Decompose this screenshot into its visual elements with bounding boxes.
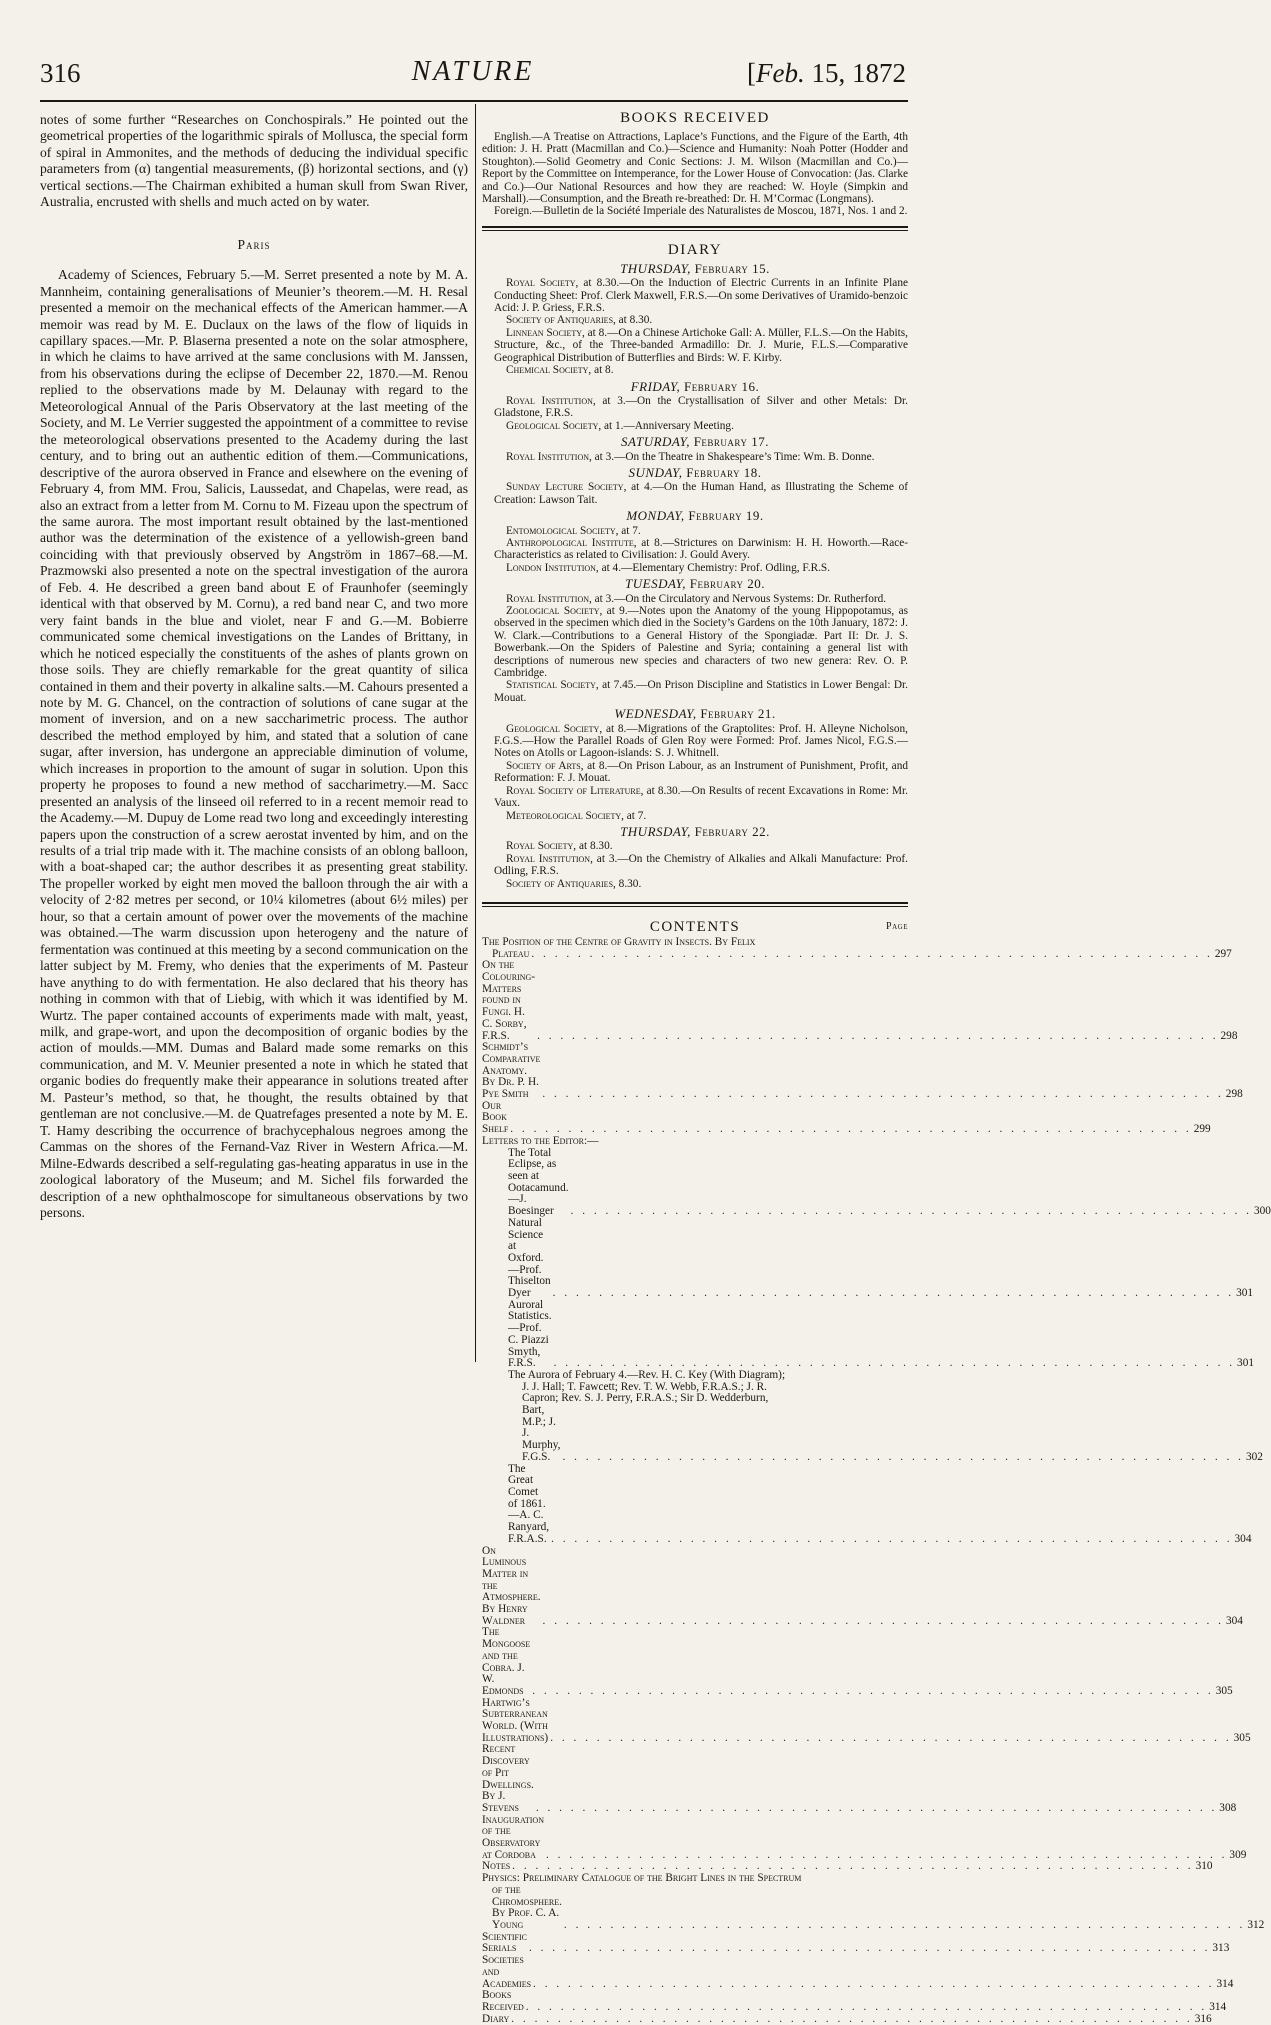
diary-day-heading	[482, 578, 908, 590]
contents-item-title: Books Received	[482, 1989, 524, 2013]
diary-entry	[482, 451, 908, 463]
intro-paragraph: notes of some further “Researches on Conchospirals.” He pointed out the geometrical properties of the logarithmic spirals of Mollusca, the special form of spiral in Ammonites, and the methods of deducing the individual specific parameters from (α) tangential measurements, (β) horizontal sections, and (γ) vertical sections.—The Chairman exhibited a human skull from Swan River, Australia, encrusted with shells and much acted on by water.	[40, 112, 468, 210]
contents-item-title: Plateau	[492, 947, 530, 960]
contents-item-title: Scientific Serials	[482, 1930, 527, 1955]
header-rule	[40, 100, 908, 102]
contents-item-page: 308	[1219, 1801, 1237, 1814]
diary-society: Royal Institution,	[506, 592, 592, 605]
contents-leader-dots: . . . . . . . . . . . . . . . . . . . . . . . . . . . . . . . . . . . . . . . . . . . . . . . . . . . . . . . . . . .	[525, 2000, 1208, 2013]
diary-entry	[482, 593, 908, 605]
contents-item-page: 312	[1247, 1919, 1265, 1931]
diary-entry	[482, 537, 908, 562]
contents-leader-dots: . . . . . . . . . . . . . . . . . . . . . . . . . . . . . . . . . . . . . . . . . . . . . . . . . . . . . . . . . . .	[537, 1029, 1219, 1042]
issue-date: [Feb. 15, 1872	[747, 58, 906, 88]
diary-day-date: February 15.	[694, 260, 770, 276]
diary-society: Statistical Society,	[506, 679, 599, 692]
contents-leader-dots: . . . . . . . . . . . . . . . . . . . . . . . . . . . . . . . . . . . . . . . . . . . . . . . . . . . . . . . . . . .	[550, 1731, 1232, 1744]
diary-entry-text: at 8.—Migrations of the Graptolites: Prof. H. Alleyne Nicholson, F.G.S.—How the Parallel Roads of Glen Roy were Formed: Prof. James Nicol, F.G.S.—Notes on Atolls or Lagoon-islands: S. J. Whitnell.	[494, 722, 908, 760]
contents-item	[482, 947, 1232, 961]
diary-entry	[482, 760, 908, 785]
contents-item-title: Recent Discovery of Pit Dwellings. By J. Stevens	[482, 1743, 534, 1814]
books-rule-thin	[482, 230, 908, 231]
contents-item	[482, 1989, 1227, 2013]
contents-heading-row	[482, 919, 908, 937]
diary-society: Chemical Society,	[506, 364, 592, 377]
diary-day-heading	[482, 464, 908, 480]
diary-entry-text: at 8.	[591, 364, 614, 377]
diary-society: Zoological Society,	[506, 605, 603, 617]
books-received-heading: BOOKS RECEIVED	[620, 110, 770, 126]
contents-leader-dots: . . . . . . . . . . . . . . . . . . . . . . . . . . . . . . . . . . . . . . . . . . . . . . . . . . . . . . . . . . .	[535, 1801, 1218, 1814]
diary-entry	[482, 810, 908, 822]
diary-society: Meteorological Society,	[506, 809, 624, 822]
diary-entry	[482, 840, 908, 852]
diary-entry-text: at 7.	[618, 524, 641, 537]
contents-item-line: The Aurora of February 4.—Rev. H. C. Key (With Diagram);	[508, 1368, 786, 1381]
diary-entry	[482, 481, 908, 506]
diary-day-name: THURSDAY,	[620, 823, 691, 839]
diary-society: Anthropological Institute,	[506, 536, 637, 549]
diary-society: Geological Society,	[506, 722, 603, 735]
diary-entry	[482, 420, 908, 432]
diary-entry	[482, 327, 908, 364]
diary-day-name: WEDNESDAY,	[614, 706, 697, 722]
diary-entry	[482, 562, 908, 574]
contents-item	[482, 1136, 908, 1148]
diary-rule-thin	[482, 906, 908, 907]
diary-day-heading	[482, 510, 908, 522]
diary-entry	[482, 785, 908, 810]
diary-day-name: SATURDAY,	[621, 434, 690, 450]
diary-day-date: February 20.	[689, 576, 765, 592]
books-rule-thick	[482, 226, 908, 228]
diary-entry-text: at 7.45.—On Prison Discipline and Statistics in Lower Bengal: Dr. Mouat.	[494, 679, 908, 704]
issue-date-month: Feb.	[756, 58, 805, 88]
diary-day-heading	[482, 260, 908, 276]
diary-entry	[482, 364, 908, 376]
diary-society: Royal Society,	[506, 277, 579, 290]
contents-item-title: Natural Science at Oxford.—Prof. Thiselton Dyer	[508, 1216, 551, 1300]
contents-item-page: 301	[1236, 1287, 1254, 1300]
diary-society: Royal Institution,	[506, 852, 593, 865]
diary-day-date: February 17.	[693, 434, 769, 450]
diary-society: Geological Society,	[506, 419, 602, 432]
contents-list	[482, 935, 1271, 2025]
contents-leader-dots: . . . . . . . . . . . . . . . . . . . . . . . . . . . . . . . . . . . . . . . . . . . . . . . . . . . . . . . . . . .	[542, 1088, 1224, 1101]
contents-item	[482, 1813, 1247, 1862]
contents-item-title: Bart, M.P.; J. J. Murphy, F.G.S.	[522, 1404, 561, 1463]
contents-item-title: Diary	[482, 2012, 510, 2025]
contents-page-label: Page	[886, 920, 908, 932]
diary-day-date: February 16.	[684, 378, 760, 394]
contents-item-page: 314	[1209, 2000, 1227, 2013]
contents-leader-dots: . . . . . . . . . . . . . . . . . . . . . . . . . . . . . . . . . . . . . . . . . . . . . . . . . . . . . . . . . . .	[553, 1357, 1236, 1370]
contents-item-title: The Mongoose and the Cobra. J. W. Edmonds	[482, 1626, 531, 1697]
contents-heading: CONTENTS	[649, 918, 741, 935]
diary-day-name: MONDAY,	[626, 508, 685, 524]
diary-entry-text: at 8.30.—On Results of recent Excavations in Rome: Mr. Vaux.	[494, 784, 908, 810]
diary-society: Royal Institution,	[506, 394, 596, 407]
contents-item	[482, 1696, 1251, 1745]
contents-item-title: Inauguration of the Observatory at Cordoba	[482, 1813, 544, 1861]
diary-entry-text: at 4.—Elementary Chemistry: Prof. Odling, F.R.S.	[598, 561, 831, 574]
diary-entry	[482, 605, 908, 679]
diary-entry-text: at 8.30.	[576, 840, 613, 853]
contents-item-page: 298	[1225, 1088, 1243, 1101]
books-foreign: Foreign.—Bulletin de la Société Imperiale des Naturalistes de Moscou, 1871, Nos. 1 and 2.	[494, 205, 908, 218]
diary-entry-text: at 8.—On Prison Labour, as an Instrument of Punishment, Profit, and Reformation: F. J. Mouat.	[494, 759, 908, 785]
diary-entry-text: 8.30.	[615, 877, 642, 890]
contents-item-page: 310	[1195, 1860, 1213, 1873]
diary-entry	[482, 395, 908, 420]
diary-rule-thick	[482, 902, 908, 904]
diary-entry	[482, 277, 908, 314]
contents-leader-dots: . . . . . . . . . . . . . . . . . . . . . . . . . . . . . . . . . . . . . . . . . . . . . . . . . . . . . . . . . . .	[563, 1919, 1246, 1931]
contents-item	[482, 1404, 1263, 1464]
contents-item	[482, 1146, 1271, 1218]
diary-entry-text: at 3.—On the Chemistry of Alkalies and Alkali Manufacture: Prof. Odling, F.R.S.	[494, 852, 908, 878]
diary-day-date: February 22.	[694, 823, 770, 839]
diary-entry	[482, 525, 908, 537]
contents-leader-dots: . . . . . . . . . . . . . . . . . . . . . . . . . . . . . . . . . . . . . . . . . . . . . . . . . . . . . . . . . . .	[512, 1860, 1194, 1873]
contents-item-line: Physics: Preliminary Catalogue of the Bright Lines in the Spectrum	[482, 1872, 802, 1885]
books-english: English.—A Treatise on Attractions, Laplace’s Functions, and the Figure of the Earth, 4th edition: J. H. Pratt (Macmillan and Co.)—Science and Humanity: Noah Potter (Hodder and Stoughton).—Solid Geometry and Conic Sections: J. M. Wilson (Macmillan and Co.)—Report by the Committee on Intemperance, for the Lower House of Convocation: (Jas. Clarke and Co.)—Our National Resources and how they are reached: W. Hoyle (Simpkin and Marshall).—Consumption, and the Breath re-breathed: Dr. H. M’Cormac (Longmans).	[482, 131, 908, 206]
contents-item	[482, 1041, 1243, 1101]
contents-item-page: 302	[1245, 1450, 1263, 1463]
diary-list	[482, 260, 909, 890]
diary-day-name: THURSDAY,	[620, 260, 691, 276]
diary-day-name: TUESDAY,	[625, 576, 686, 592]
contents-item-page: 314	[1216, 1977, 1234, 1990]
academy-of-sciences-paragraph: Academy of Sciences, February 5.—M. Serret presented a note by M. A. Mannheim, containing generalisations of Meunier’s theorem.—M. H. Resal presented a memoir on the mechanical effects of the American hammer.—A memoir was read by M. E. Duclaux on the laws of the flow of liquids in capillary spaces.—Mr. P. Blaserna presented a note on the solar atmosphere, in which he claims to have arrived at the same conclusions with M. Janssen, from his observations during the eclipse of December 22, 1870.—M. Renou replied to the observations made by M. Delaunay with regard to the Meteorological Annual of the Paris Observatory at the last meeting of the Society, and M. Le Verrier suggested the appointment of a committee to revise the meteorological observations presented to the Academy during the last century, and to bring out an authentic edition of them.—Communications, descriptive of the aurora observed in France and elsewhere on the evening of February 4, from MM. Frou, Salicis, Laussedat, and Chapelas, were read, as also an extract from a letter from M. Cornu to M. Fizeau upon the spectrum of the same aurora. The most important result obtained by the last-mentioned author was the determination of the existence of a yellowish-green band coinciding with that previously observed by Angström in 1867–68.—M. Prazmowski also presented a note on the spectral investigation of the aurora of Feb. 4. He described a green band about E of Fraunhofer (seemingly identical with that observed by M. Cornu), a red band near C, and two more very faint bands in the blue and violet, near F and G.—M. Bobierre communicated some chemical investigations on the Landes of Brittany, in which he noticed especially the constituents of the ashes of plants grown on those soils. They are chiefly remarkable for the great quantity of silica contained in them and their poverty in alkaline salts.—M. Cahours presented a note by M. G. Chancel, on the contraction of solutions of cane sugar at the moment of inversion, and on a new saccharimetric process. The author described the method employed by him, and stated that a solution of cane sugar, after inversion, has undergone an appreciable diminution of volume, which increases in proportion to the amount of sugar in solution. Upon this property he proposes to found a new method of saccharimetry.—M. Sacc presented an analysis of the linseed oil referred to in a recent memoir read to the Academy.—M. Dupuy de Lome read two long and exceedingly interesting papers upon the construction of a screw aerostat invented by him, and on the results of a trial trip made with it. The machine consists of an oblong balloon, with a boat-shaped car; the author describes it as presenting great stability. The propeller worked by eight men moved the balloon through the air with a velocity of 2·82 metres per second, or 10¼ kilometres (about 6½ miles) per hour, so that a certain amount of power over the movements of the machine was obtained.—The warm discussion upon heterogeny and the nature of fermentation was continued at this meeting by a second communication on the latter subject by M. Fremy, who denies that the experiments of M. Pasteur have anything to do with fermentation. He also declared that his theory has nothing in common with that of Liebig, with which it was identified by M. Wurtz. The paper contained accounts of experiments made with malt, yeast, milk, and grape-wort, and upon the decomposition of organic bodies by the action of moulds.—MM. Dumas and Balard made some remarks on this communication, and M. V. Meunier presented a note in which he stated that organic bodies do frequently make their appearance in solutions treated after M. Pasteur’s method, so that, he thought, the results obtained by that gentleman are not conclusive.—M. de Quatrefages presented a note by M. E. T. Hamy describing the occurrence of brachycephalous negroes among the Cammas on the shores of the Fernand-Vaz River in Western Africa.—M. Milne-Edwards described a self-regulating gas-heating apparatus in use in the zoological laboratory of the Museum; and M. Sichel fils forwarded the description of a new ophthalmoscope for simultaneous observations by two persons.	[40, 267, 468, 1220]
diary-day-heading	[482, 436, 908, 448]
contents-item-page: 305	[1215, 1684, 1233, 1697]
contents-leader-dots: . . . . . . . . . . . . . . . . . . . . . . . . . . . . . . . . . . . . . . . . . . . . . . . . . . . . . . . . . . .	[510, 1123, 1192, 1136]
contents-item	[482, 1298, 1254, 1370]
diary-society: Society of Antiquaries,	[506, 314, 616, 327]
contents-leader-dots: . . . . . . . . . . . . . . . . . . . . . . . . . . . . . . . . . . . . . . . . . . . . . . . . . . . . . . . . . . .	[531, 947, 1213, 960]
contents-item-page: 304	[1225, 1614, 1243, 1627]
contents-item-title: Schmidt’s Comparative Anatomy. By Dr. P. H. Pye Smith	[482, 1041, 541, 1101]
contents-item-title: Hartwig’s Subterranean World. (With Illustrations)	[482, 1696, 549, 1744]
contents-item-title: Letters to the Editor:—	[482, 1134, 599, 1147]
contents-item	[482, 1544, 1243, 1628]
diary-heading: DIARY	[667, 241, 723, 258]
diary-day-heading	[482, 708, 908, 720]
books-received-list	[482, 131, 908, 218]
diary-entry	[482, 314, 908, 326]
contents-item-line: The Position of the Centre of Gravity in Insects. By Felix	[482, 935, 756, 948]
contents-leader-dots: . . . . . . . . . . . . . . . . . . . . . . . . . . . . . . . . . . . . . . . . . . . . . . . . . . . . . . . . . . .	[511, 2012, 1193, 2025]
contents-item	[482, 1930, 1230, 1955]
diary-day-name: SUNDAY,	[628, 464, 683, 480]
page-number: 316	[40, 58, 81, 88]
diary-day-heading	[482, 378, 908, 394]
diary-society: Royal Society of Literature,	[506, 784, 644, 797]
diary-day-date: February 19.	[688, 508, 764, 524]
contents-item	[482, 1099, 1211, 1136]
contents-item-page: 313	[1212, 1942, 1230, 1955]
contents-item-page: 309	[1229, 1848, 1247, 1861]
contents-item-page: 305	[1233, 1731, 1251, 1744]
contents-item-page: 301	[1237, 1357, 1254, 1370]
diary-society: Royal Society,	[506, 840, 577, 853]
contents-item-title: Auroral Statistics.—Prof. C. Piazzi Smyth, F.R.S.	[508, 1298, 552, 1370]
contents-item	[482, 1216, 1254, 1300]
contents-item-title: On the Colouring-Matters found in Fungi. H. C. Sorby, F.R.S.	[482, 959, 536, 1042]
diary-entry-text: at 3.—On the Circulatory and Nervous Systems: Dr. Rutherford.	[591, 592, 887, 605]
contents-item-line: J. J. Hall; T. Fawcett; Rev. T. W. Webb, F.R.A.S.; J. R.	[522, 1380, 767, 1393]
issue-date-day-year: 15, 1872	[804, 58, 906, 88]
contents-item-page: 297	[1214, 947, 1232, 960]
contents-leader-dots: . . . . . . . . . . . . . . . . . . . . . . . . . . . . . . . . . . . . . . . . . . . . . . . . . . . . . . . . . . .	[533, 1977, 1215, 1990]
contents-item	[482, 1743, 1237, 1814]
diary-entry	[482, 723, 908, 760]
contents-leader-dots: . . . . . . . . . . . . . . . . . . . . . . . . . . . . . . . . . . . . . . . . . . . . . . . . . . . . . . . . . . .	[562, 1450, 1244, 1463]
diary-society: Linnean Society,	[506, 326, 585, 339]
contents-item	[482, 2012, 1212, 2025]
contents-item	[482, 1954, 1234, 1990]
contents-leader-dots: . . . . . . . . . . . . . . . . . . . . . . . . . . . . . . . . . . . . . . . . . . . . . . . . . . . . . . . . . . .	[542, 1614, 1224, 1627]
contents-item-title: Notes	[482, 1860, 511, 1873]
contents-item	[482, 1626, 1233, 1697]
contents-item-title: Societies and Academies	[482, 1954, 532, 1990]
diary-entry	[482, 853, 908, 878]
diary-society: Society of Antiquaries,	[506, 877, 616, 890]
contents-item	[482, 1883, 1265, 1932]
journal-title: NATURE	[411, 56, 535, 87]
contents-leader-dots: . . . . . . . . . . . . . . . . . . . . . . . . . . . . . . . . . . . . . . . . . . . . . . . . . . . . . . . . . . .	[528, 1942, 1211, 1955]
diary-entry-text: at 3.—On the Crystallisation of Silver and other Metals: Dr. Gladstone, F.R.S.	[494, 394, 909, 420]
diary-society: London Institution,	[506, 561, 599, 574]
diary-day-name: FRIDAY,	[630, 378, 681, 394]
diary-entry	[482, 679, 908, 704]
section-heading-paris: Paris	[237, 236, 271, 252]
contents-item-page: 304	[1234, 1532, 1252, 1545]
diary-entry-text: at 4.—On the Human Hand, as Illustrating the Scheme of Creation: Lawson Tait.	[494, 481, 909, 506]
column-divider	[475, 104, 476, 1362]
contents-item-page: 316	[1194, 2012, 1212, 2025]
diary-day-date: February 21.	[700, 706, 776, 722]
left-column	[40, 112, 468, 1221]
contents-item-title: The Total Eclipse, as seen at Ootacamund.—J. Boesinger	[508, 1146, 569, 1218]
contents-leader-dots: . . . . . . . . . . . . . . . . . . . . . . . . . . . . . . . . . . . . . . . . . . . . . . . . . . . . . . . . . . .	[545, 1848, 1228, 1861]
diary-entry-text: at 8.—Strictures on Darwinism: H. H. Howorth.—Race-Characteristics as related to Civilisation: J. Gould Avery.	[494, 536, 908, 562]
contents-item-page: 300	[1253, 1205, 1271, 1218]
contents-item-title: of the Chromosphere. By Prof. C. A. Young	[492, 1883, 562, 1931]
diary-society: Sunday Lecture Society,	[506, 481, 627, 494]
diary-entry-text: at 3.—On the Theatre in Shakespeare’s Time: Wm. B. Donne.	[591, 450, 875, 463]
contents-leader-dots: . . . . . . . . . . . . . . . . . . . . . . . . . . . . . . . . . . . . . . . . . . . . . . . . . . . . . . . . . . .	[532, 1684, 1214, 1697]
diary-entry-text: at 8.—On a Chinese Artichoke Gall: A. Müller, F.L.S.—On the Habits, Structure, &c., of the Three-banded Armadillo: Dr. J. Murie, F.L.S.—Comparative Geographical Distribution of Butterflies and Birds: W. F. Kirby.	[494, 326, 908, 364]
diary-entry-text: at 8.30.—On the Induction of Electric Currents in an Infinite Plane Conducting Sheet: Prof. Clerk Maxwell, F.R.S.—On some Derivatives of Uramido-benzoic Acid: J. P. Griess, F.R.S.	[494, 277, 908, 315]
contents-leader-dots: . . . . . . . . . . . . . . . . . . . . . . . . . . . . . . . . . . . . . . . . . . . . . . . . . . . . . . . . . . .	[551, 1532, 1233, 1545]
diary-entry-text: at 7.	[623, 809, 647, 822]
contents-item	[482, 959, 1238, 1042]
contents-item-page: 298	[1220, 1029, 1238, 1042]
contents-leader-dots: . . . . . . . . . . . . . . . . . . . . . . . . . . . . . . . . . . . . . . . . . . . . . . . . . . . . . . . . . . .	[552, 1287, 1235, 1300]
diary-day-date: February 18.	[686, 464, 762, 480]
diary-entry-text: at 1.—Anniversary Meeting.	[601, 419, 734, 432]
diary-society: Entomological Society,	[506, 524, 619, 537]
diary-entry	[482, 878, 908, 890]
page-header	[40, 56, 906, 96]
contents-item-line: Capron; Rev. S. J. Perry, F.R.A.S.; Sir D. Wedderburn,	[522, 1392, 769, 1405]
contents-leader-dots: . . . . . . . . . . . . . . . . . . . . . . . . . . . . . . . . . . . . . . . . . . . . . . . . . . . . . . . . . . .	[570, 1205, 1252, 1218]
contents-item-title: On Luminous Matter in the Atmosphere. By Henry Waldner	[482, 1544, 541, 1627]
contents-item	[482, 1462, 1252, 1546]
contents-item-title: Our Book Shelf	[482, 1099, 509, 1136]
diary-entry-text: at 8.30.	[615, 314, 653, 327]
diary-society: Royal Institution,	[506, 450, 592, 463]
diary-entry-text: at 9.—Notes upon the Anatomy of the young Hippopotamus, as observed in the specimen which died in the Society’s Gardens on the 10th January, 1872: J. W. Clark.—Contributions to a General History of the Spongiadæ. Part II: Dr. J. S. Bowerbank.—On the Spiders of Palestine and Syria; containing a general list with descriptions of numerous new species and characters of two new genera: Rev. O. P. Cambridge.	[494, 605, 908, 680]
right-column	[482, 110, 1271, 2025]
contents-item-title: The Great Comet of 1861.—A. C. Ranyard, F.R.A.S.	[508, 1462, 550, 1545]
diary-day-heading	[482, 823, 908, 839]
contents-item-page: 299	[1193, 1123, 1211, 1136]
diary-society: Society of Arts,	[506, 759, 584, 772]
